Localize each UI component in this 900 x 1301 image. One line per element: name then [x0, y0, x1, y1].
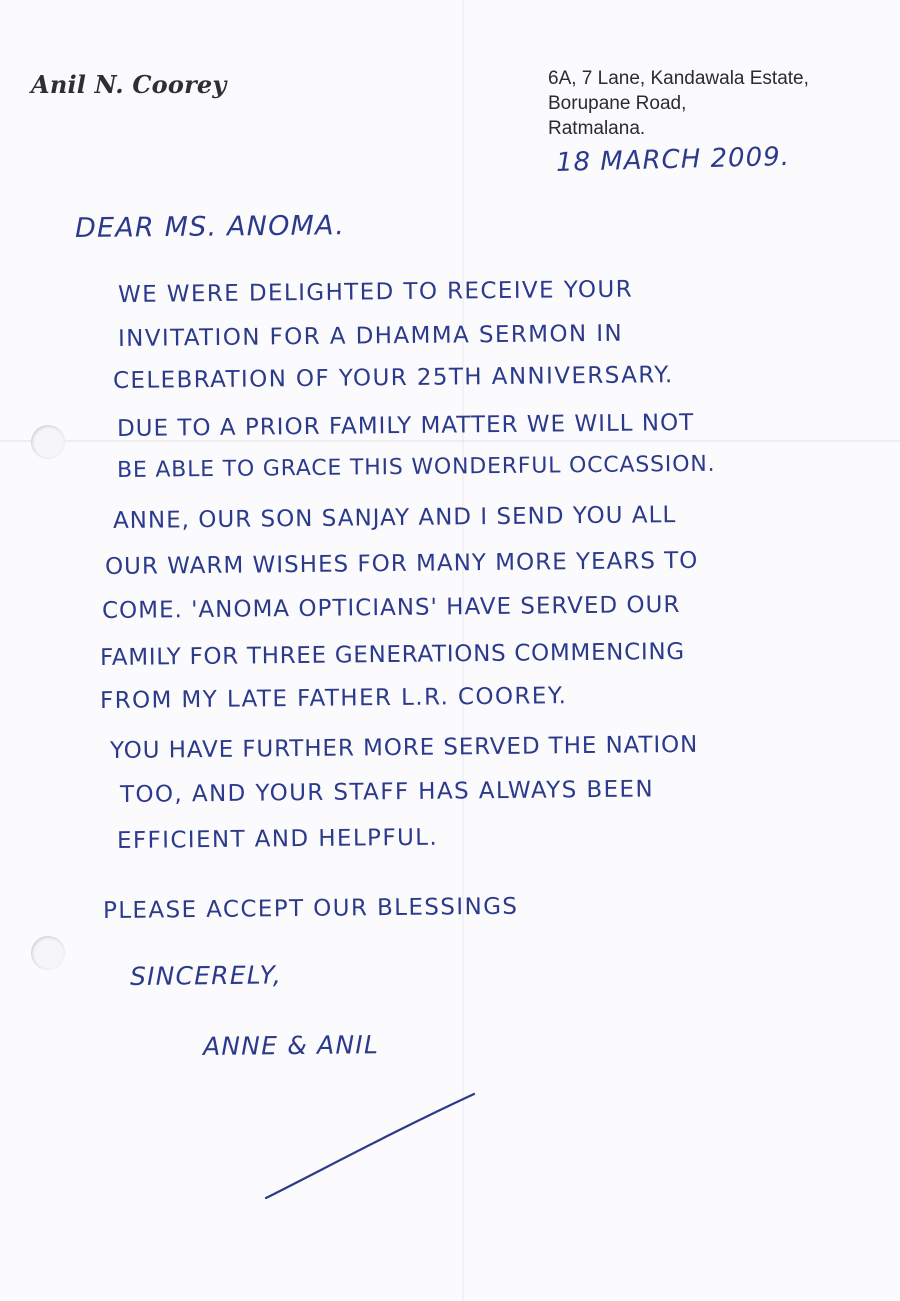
signature-stroke — [262, 1090, 482, 1210]
letterhead-address — [548, 66, 809, 141]
body-line: INVITATION FOR A DHAMMA SERMON IN — [117, 320, 624, 352]
body-line: CELEBRATION OF YOUR 25TH ANNIVERSARY. — [112, 362, 674, 394]
address-line: 6A, 7 Lane, Kandawala Estate, — [548, 68, 809, 89]
body-line: YOU HAVE FURTHER MORE SERVED THE NATION — [109, 731, 699, 764]
address-line: Ratmalana. — [548, 118, 646, 139]
body-line: DUE TO A PRIOR FAMILY MATTER WE WILL NOT — [116, 409, 695, 442]
valediction: SINCERELY, — [129, 960, 283, 991]
body-line: EFFICIENT AND HELPFUL. — [116, 824, 439, 854]
body-line: FROM MY LATE FATHER L.R. COOREY. — [99, 683, 568, 714]
body-line: BE ABLE TO GRACE THIS WONDERFUL OCCASSION. — [116, 451, 716, 483]
punch-hole-bottom — [31, 936, 65, 970]
closing-line: PLEASE ACCEPT OUR BLESSINGS — [102, 893, 519, 924]
body-line: ANNE, OUR SON SANJAY AND I SEND YOU ALL — [112, 502, 677, 534]
body-line: FAMILY FOR THREE GENERATIONS COMMENCING — [99, 638, 685, 671]
body-line: COME. 'ANOMA OPTICIANS' HAVE SERVED OUR — [101, 591, 681, 624]
address-line: Borupane Road, — [548, 93, 687, 114]
body-line: WE WERE DELIGHTED TO RECEIVE YOUR — [117, 276, 634, 308]
letter-date: 18 MARCH 2009. — [555, 141, 791, 178]
body-line: OUR WARM WISHES FOR MANY MORE YEARS TO — [104, 547, 699, 580]
signed-by: ANNE & ANIL — [202, 1030, 380, 1061]
body-line: TOO, AND YOUR STAFF HAS ALWAYS BEEN — [119, 776, 655, 808]
signature-line — [266, 1094, 474, 1198]
letterhead-name: Anil N. Coorey — [31, 70, 227, 99]
salutation: DEAR MS. ANOMA. — [74, 210, 346, 244]
punch-hole-top — [31, 425, 65, 459]
